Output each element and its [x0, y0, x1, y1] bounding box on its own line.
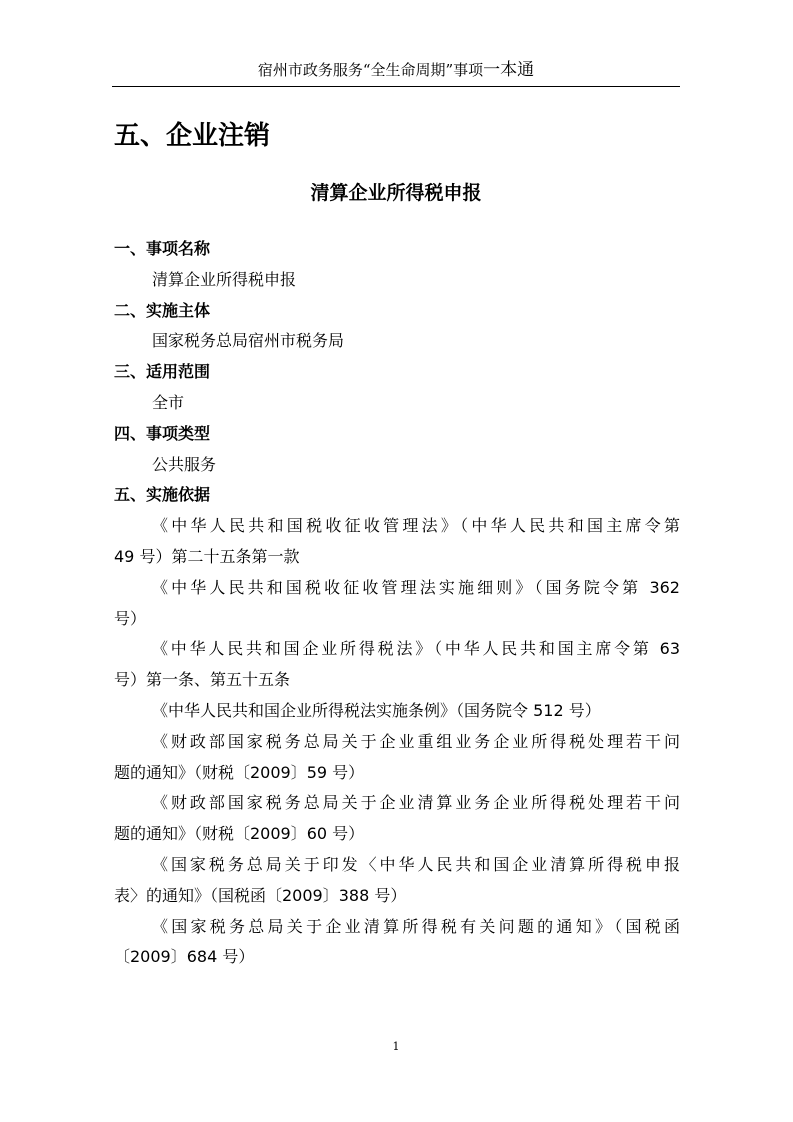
legal-basis-line: 《中华人民共和国企业所得税法》（中华人民共和国主席令第 63	[152, 639, 680, 659]
legal-basis-line: 《国家税务总局关于印发〈中华人民共和国企业清算所得税申报	[152, 854, 680, 874]
chapter-title: 五、企业注销	[114, 121, 271, 151]
document-body	[112, 234, 680, 973]
legal-basis-line: 《财政部国家税务总局关于企业清算业务企业所得税处理若干问	[152, 793, 680, 813]
section-heading-implementer: 二、实施主体	[114, 300, 211, 320]
legal-basis-line: 号）	[114, 608, 147, 628]
page-number: 1	[392, 1040, 400, 1053]
legal-basis-line: 题的通知》（财税〔2009〕59 号）	[114, 762, 365, 782]
document-title: 清算企业所得税申报	[310, 182, 482, 204]
legal-basis-line: 《中华人民共和国税收征收管理法》（中华人民共和国主席令第	[152, 516, 680, 536]
running-header	[112, 60, 680, 80]
scope-value: 全市	[152, 392, 185, 412]
item-type-value: 公共服务	[152, 454, 217, 474]
section-heading-scope: 三、适用范围	[114, 362, 211, 382]
running-header-main: 宿州市政务服务“全生命周期”事项	[257, 61, 484, 79]
legal-basis-line: 《国家税务总局关于企业清算所得税有关问题的通知》（国税函	[152, 916, 680, 936]
legal-basis-line: 表〉的通知》（国税函〔2009〕388 号）	[114, 885, 407, 905]
legal-basis-line: 49 号）第二十五条第一款	[114, 546, 300, 566]
section-heading-item-type: 四、事项类型	[114, 423, 211, 443]
legal-basis-line: 题的通知》（财税〔2009〕60 号）	[114, 824, 365, 844]
implementer-value: 国家税务总局宿州市税务局	[152, 331, 345, 351]
legal-basis-line: 《中华人民共和国税收征收管理法实施细则》（国务院令第 362	[152, 577, 680, 597]
legal-basis-line: 《财政部国家税务总局关于企业重组业务企业所得税处理若干问	[152, 731, 680, 751]
legal-basis-line: 号）第一条、第五十五条	[114, 670, 291, 690]
legal-basis-line: 〔2009〕684 号）	[114, 947, 255, 967]
section-heading-legal-basis: 五、实施依据	[114, 485, 211, 505]
legal-basis-line: 《中华人民共和国企业所得税法实施条例》（国务院令 512 号）	[152, 700, 601, 720]
header-rule	[112, 86, 680, 87]
running-header-tail: 一本通	[483, 60, 535, 80]
item-name-value: 清算企业所得税申报	[152, 269, 297, 289]
section-heading-item-name: 一、事项名称	[114, 239, 211, 258]
